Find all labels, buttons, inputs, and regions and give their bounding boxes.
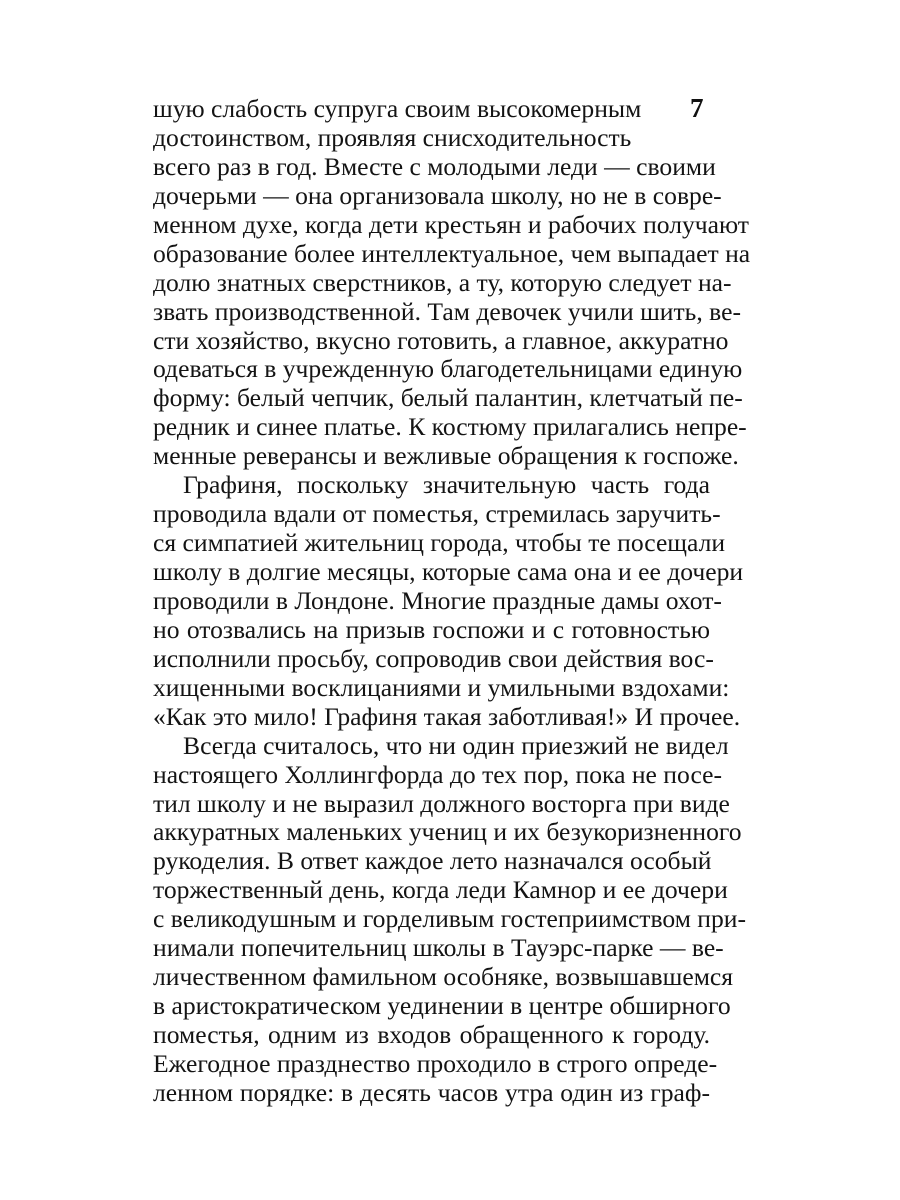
text-line: Всегда считалось, что ни один приезжий не видел: [183, 730, 729, 760]
text-line: Ежегодное празднество проходило в строго опреде-: [153, 1048, 718, 1078]
text-line: в аристократическом уединении в центре обширного: [153, 991, 731, 1021]
text-line: хищенными восклицаниями и умильными вздохами:: [153, 672, 730, 702]
text-line: долю знатных сверстников, а ту, которую следует на-: [153, 267, 732, 297]
text-line: настоящего Холлингфорда до тех пор, пока не посе-: [153, 759, 722, 789]
page-number: 7: [690, 93, 704, 123]
text-line: нимали попечительниц школы в Тауэрс-парке — ве-: [153, 933, 724, 963]
text-line: рукоделия. В ответ каждое лето назначался особый: [153, 846, 712, 876]
text-line: исполнили просьбу, сопроводив свои действия вос-: [153, 643, 714, 673]
text-line: образование более интеллектуальное, чем выпадает на: [153, 238, 751, 268]
text-line: ся симпатией жительниц города, чтобы те посещали: [153, 528, 726, 558]
text-line: ленном порядке: в десять часов утра один из граф-: [153, 1077, 710, 1107]
text-line: школу в долгие месяцы, которые сама она и ее дочери: [153, 557, 744, 586]
text-line: с великодушным и горделивым гостеприимством при-: [153, 904, 747, 934]
text-line: всего раз в год. Вместе с молодыми леди — своими: [153, 151, 716, 181]
text-line: достоинством, проявляя снисходительность: [153, 122, 632, 152]
text-line: шую слабость супруга своим высокомерным: [153, 94, 642, 123]
text-line: менные реверансы и вежливые обращения к госпоже.: [153, 441, 739, 471]
text-line: дочерьми — она организовала школу, но не в совре-: [153, 180, 722, 210]
text-line: форму: белый чепчик, белый палантин, клетчатый пе-: [153, 383, 743, 413]
text-line: личественном фамильном особняке, возвышавшемся: [153, 962, 734, 992]
text-line: «Как это мило! Графиня такая заботливая!» И прочее.: [153, 701, 741, 731]
text-line: тил школу и не выразил должного восторга при виде: [153, 788, 730, 818]
body-text: [153, 94, 751, 1108]
text-line: проводили в Лондоне. Многие праздные дамы охот-: [153, 585, 722, 615]
text-line: но отозвались на призыв госпожи и с готовностью: [153, 614, 710, 644]
text-line: одеваться в учрежденную благодетельницами единую: [153, 354, 743, 384]
text-line: редник и синее платье. К костюму прилагались непре-: [153, 412, 747, 442]
text-line: менном духе, когда дети крестьян и рабочих получают: [153, 209, 749, 239]
text-line: сти хозяйство, вкусно готовить, а главное, аккуратно: [153, 325, 729, 355]
text-line: аккуратных маленьких учениц и их безукоризненного: [153, 817, 742, 847]
text-line: Графиня, поскольку значительную часть года: [183, 470, 710, 500]
text-line: торжественный день, когда леди Камнор и ее дочери: [153, 875, 728, 905]
text-line: поместья, одним из входов обращенного к городу.: [153, 1020, 710, 1049]
text-line: проводила вдали от поместья, стремилась заручить-: [153, 499, 721, 529]
text-line: звать производственной. Там девочек учили шить, ве-: [153, 296, 741, 326]
